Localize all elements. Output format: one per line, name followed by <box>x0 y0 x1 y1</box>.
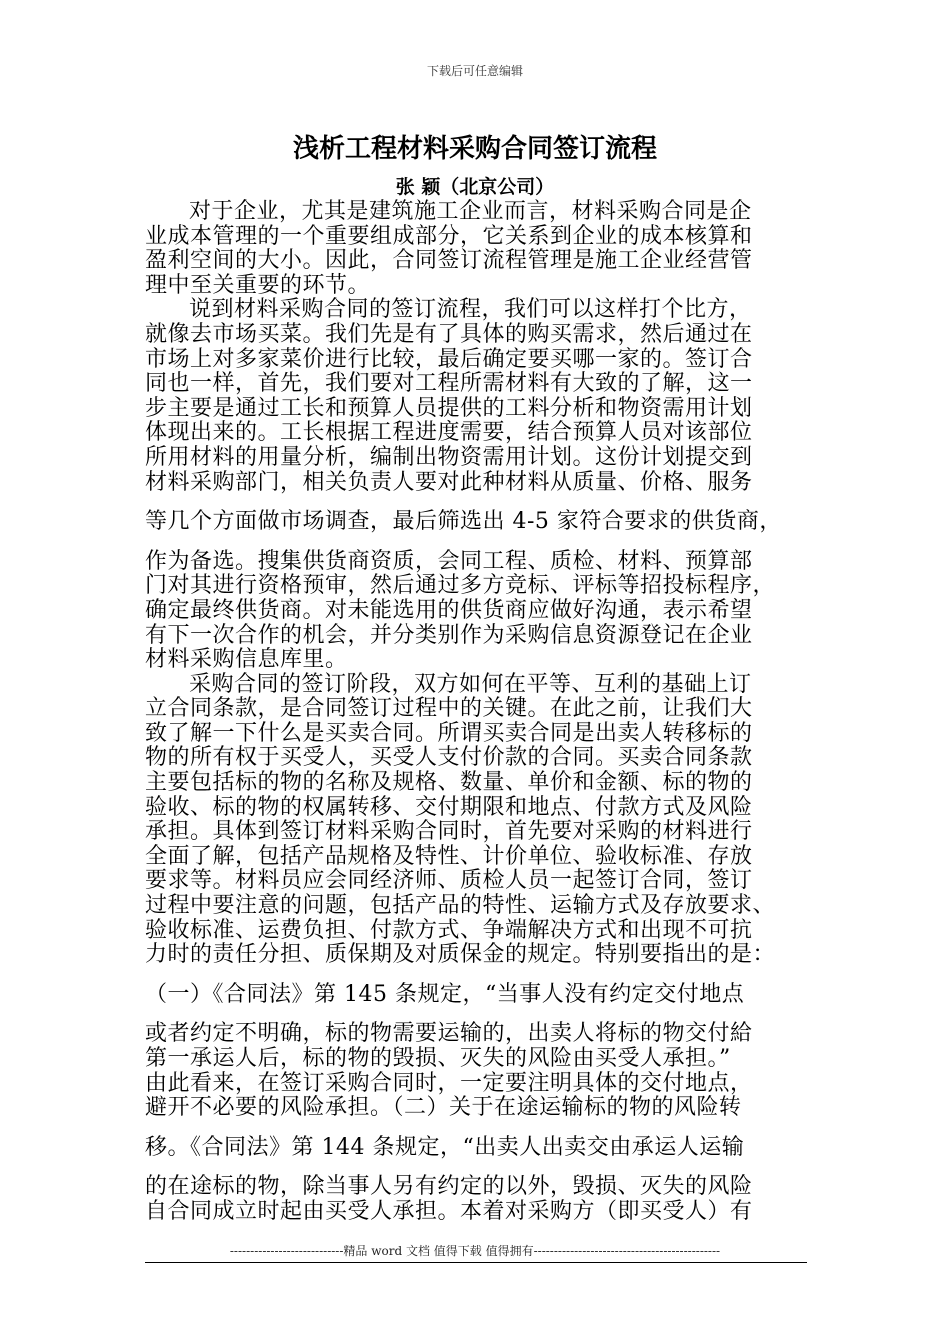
text-line: 由此看来，在签订采购合同时，一定要注明具体的交付地点， <box>145 1070 753 1096</box>
footer-banner: ----------------------------精品 word 文档 值得下载 值得拥有---------------------------------------------- <box>229 1244 721 1258</box>
text-line: 移。《合同法》第 144 条规定，“出卖人出卖交由承运人运输 <box>145 1134 745 1160</box>
text-line: 的在途标的物，除当事人另有约定的以外，毁损、灭失的风险 <box>145 1174 753 1200</box>
text-line: 验收标准、运费负担、付款方式、争端解决方式和出现不可抗 <box>145 917 753 943</box>
page-header-note: 下载后可任意编辑 <box>426 64 523 78</box>
text-line: 过程中要注意的问题，包括产品的特性、运输方式及存放要求、 <box>145 893 776 919</box>
text-line: 步主要是通过工长和预算人员提供的工料分析和物资需用计划 <box>145 395 753 421</box>
text-line: 全面了解，包括产品规格及特性、计价单位、验收标准、存放 <box>145 843 753 869</box>
text-line: 要求等。材料员应会同经济师、质检人员一起签订合同，签订 <box>145 868 753 894</box>
text-line: （一）《合同法》第 145 条规定，“当事人没有约定交付地点 <box>145 981 745 1007</box>
text-line: 等几个方面做市场调查，最后筛选出 4-5 家符合要求的供货商， <box>145 509 782 535</box>
text-line: 材料采购部门，相关负责人要对此种材料从质量、价格、服务 <box>145 469 753 495</box>
text-line: 立合同条款，是合同签订过程中的关键。在此之前，让我们大 <box>145 696 753 722</box>
text-line: 盈利空间的大小。因此，合同签订流程管理是施工企业经营管 <box>145 248 753 274</box>
text-line: 力时的责任分担、质保期及对质保金的规定。特别要指出的是： <box>145 942 776 968</box>
text-line: 验收、标的物的权属转移、交付期限和地点、付款方式及风险 <box>145 794 753 820</box>
text-line: 门对其进行资格预审，然后通过多方竞标、评标等招投标程序， <box>145 573 776 599</box>
text-line: 确定最终供货商。对未能选用的供货商应做好沟通，表示希望 <box>145 597 753 623</box>
text-line: 对于企业，尤其是建筑施工企业而言，材料采购合同是企 <box>189 199 752 224</box>
footer-divider <box>145 1262 807 1263</box>
text-line: 采购合同的签订阶段，双方如何在平等、互利的基础上订 <box>189 671 752 697</box>
text-line: 同也一样，首先，我们要对工程所需材料有大致的了解，这一 <box>145 371 753 397</box>
text-line: 就像去市场买菜。我们先是有了具体的购买需求，然后通过在 <box>145 321 753 347</box>
text-line: 或者约定不明确，标的物需要运输的，出卖人将标的物交付給 <box>145 1021 753 1047</box>
text-line: 物的所有权于买受人，买受人支付价款的合同。买卖合同条款 <box>145 745 753 771</box>
text-line: 承担。具体到签订材料采购合同时，首先要对采购的材料进行 <box>145 819 753 845</box>
text-line: 自合同成立时起由买受人承担。本着对采购方（即买受人）有 <box>145 1198 753 1224</box>
text-line: 致了解一下什么是买卖合同。所谓买卖合同是出卖人转移标的 <box>145 720 753 746</box>
text-line: 说到材料采购合同的签订流程，我们可以这样打个比方， <box>189 297 752 323</box>
text-line: 理中至关重要的环节。 <box>145 272 371 298</box>
document-title: 浅析工程材料采购合同签订流程 <box>292 134 657 164</box>
text-line: 主要包括标的物的名称及规格、数量、单价和金额、标的物的 <box>145 770 753 796</box>
text-line: 作为备选。搜集供货商资质，会同工程、质检、材料、预算部 <box>145 548 753 574</box>
text-line: 业成本管理的一个重要组成部分，它关系到企业的成本核算和 <box>145 223 753 249</box>
text-line: 所用材料的用量分析，编制出物资需用计划。这份计划提交到 <box>145 444 753 470</box>
text-line: 市场上对多家菜价进行比较，最后确定要买哪一家的。签订合 <box>145 346 753 372</box>
text-line: 材料采购信息库里。 <box>145 647 348 673</box>
text-line: 第一承运人后，标的物的毁损、灭失的风险由买受人承担。” <box>145 1046 731 1071</box>
article-body <box>145 200 810 1225</box>
author-line: 张 颖（北京公司） <box>395 176 555 198</box>
text-line: 避开不必要的风险承担。（二）关于在途运输标的物的风险转 <box>145 1095 742 1121</box>
text-line: 体现出来的。工长根据工程进度需要，结合预算人员对该部位 <box>145 420 753 446</box>
text-line: 有下一次合作的机会，并分类别作为采购信息资源登记在企业 <box>145 622 753 648</box>
